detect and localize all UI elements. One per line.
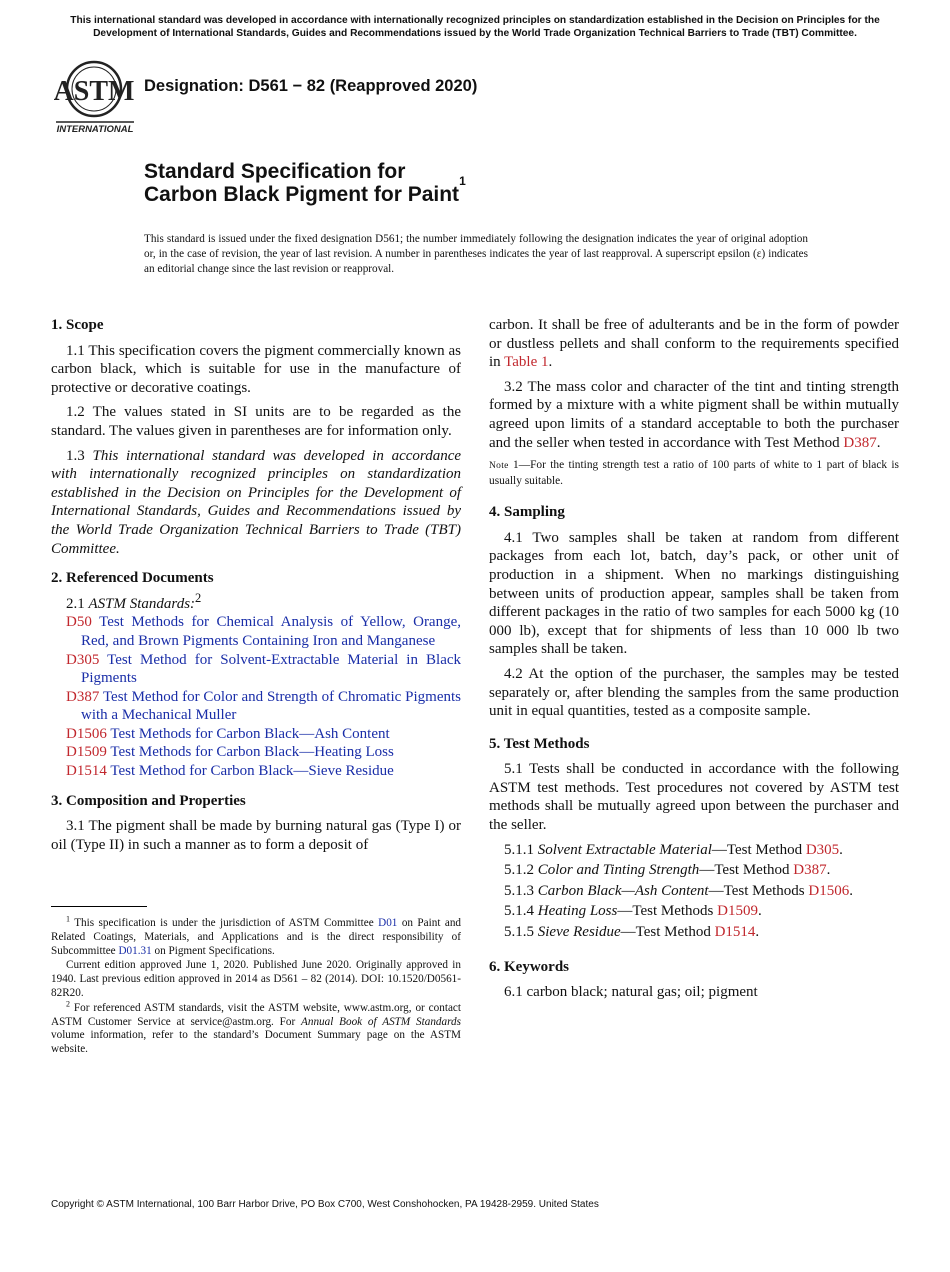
footnote-1: $^1$ This specification is under the jurisdiction of ASTM Committee D01 on Paint and Related Coatings, Materials, and Applications and is the direct responsibility of Subcommittee D01.31 on Pigment Specifications. bbox=[51, 914, 462, 957]
astm-logo-icon bbox=[54, 58, 136, 134]
scope-1-2: 1.2 The values stated in SI units are to be regarded as the standard. The values given in parentheses are for information only. bbox=[51, 404, 461, 439]
right-column bbox=[489, 316, 899, 1008]
ref-item[interactable]: D50 Test Methods for Chemical Analysis of Yellow, Orange, Red, and Brown Pigments Containing Iron and Manganese bbox=[66, 614, 461, 649]
footnote-1-edition: Current edition approved June 1, 2020. Published June 2020. Originally approved in 1940. Last previous edition approved in 2014 as D561 – 82 (2014). DOI: 10.1520/D0561-82R20. bbox=[51, 959, 461, 999]
title-line-2: Carbon Black Pigment for Paint$^1$ bbox=[144, 174, 466, 206]
ref-item[interactable]: D305 Test Method for Solvent-Extractable Material in Black Pigments bbox=[66, 651, 462, 687]
section-composition-heading: 3. Composition and Properties bbox=[51, 792, 246, 809]
link-d1509[interactable]: D1509 bbox=[717, 903, 758, 920]
testmethod-item: 5.1.5 Sieve Residue—Test Method D1514. bbox=[504, 924, 760, 941]
footnotes bbox=[51, 914, 462, 1058]
composition-3-1-cont: carbon. It shall be free of adulterants and be in the form of powder or dustless pellets and shall conform to the requirements specified in Table 1. bbox=[489, 317, 899, 371]
sampling-4-2: 4.2 At the option of the purchaser, the samples may be tested separately or, after blending the samples from the same production unit in equal quantities, tested as a composite sample. bbox=[489, 665, 899, 720]
testmethods-5-1: 5.1 Tests shall be conducted in accordance with the following ASTM test methods. Test procedures not covered by ASTM test methods shall be mutually agreed upon between the purchaser and the seller. bbox=[489, 761, 899, 834]
left-column bbox=[51, 316, 461, 860]
link-d1514[interactable]: D1514 bbox=[714, 924, 756, 941]
section-scope-heading: 1. Scope bbox=[51, 317, 104, 333]
document-title bbox=[144, 160, 466, 206]
designation: Designation: D561 − 82 (Reapproved 2020) bbox=[144, 77, 478, 95]
scope-1-1: 1.1 This specification covers the pigment commercially known as carbon black, which is suitable for use in the manufacture of protective or decorative coatings. bbox=[51, 342, 461, 396]
title-line-1: Standard Specification for bbox=[144, 160, 406, 183]
link-d387[interactable]: D387 bbox=[843, 434, 877, 451]
ref-item[interactable]: D387 Test Method for Color and Strength of Chromatic Pigments with a Mechanical Muller bbox=[66, 688, 461, 724]
testmethod-item: 5.1.1 Solvent Extractable Material—Test Method D305. bbox=[504, 841, 843, 858]
link-d01-31[interactable]: D01.31 bbox=[118, 944, 152, 957]
logo-wordmark: ASTM bbox=[54, 76, 135, 107]
scope-1-3: 1.3 This international standard was developed in accordance with internationally recognized principles on standardization established in the Decision on Principles for the Development of International Standards, Guides and Recommendations issued by the World Trade Organization Technical Barriers to Trade (TBT) Committee. bbox=[51, 447, 462, 557]
refdocs-intro: 2.1 ASTM Standards:$^2$ bbox=[66, 590, 202, 612]
link-d387[interactable]: D387 bbox=[793, 862, 827, 879]
section-sampling-heading: 4. Sampling bbox=[489, 504, 565, 521]
note-1: Note 1—For the tinting strength test a ratio of 100 parts of white to 1 part of black is usually suitable. bbox=[489, 459, 899, 488]
sampling-4-1: 4.1 Two samples shall be taken at random from different packages from each lot, batch, day’s pack, or other unit of production in a shipment. When no markings distinguishing between units of production appear, samples shall be taken from different packages in the ratio of two samples for each 5000 kg (10 000 lb), except that for shipments of less than 10 000 lb two samples shall be taken. bbox=[489, 529, 899, 658]
issued-note: This standard is issued under the fixed designation D561; the number immediately following the designation indicates the year of original adoption or, in the case of revision, the year of last revision. A number in parentheses indicates the year of last reapproval. A superscript epsilon (ε) indicates an editorial change since the last revision or reapproval. bbox=[144, 233, 808, 275]
ref-item[interactable]: D1506 Test Methods for Carbon Black—Ash Content bbox=[66, 725, 390, 742]
section-refdocs-heading: 2. Referenced Documents bbox=[51, 570, 214, 587]
keywords-6-1: 6.1 carbon black; natural gas; oil; pigment bbox=[504, 984, 758, 1001]
ref-item[interactable]: D1514 Test Method for Carbon Black—Sieve Residue bbox=[66, 763, 394, 780]
link-d1506[interactable]: D1506 bbox=[808, 882, 850, 899]
ref-item[interactable]: D1509 Test Methods for Carbon Black—Heating Loss bbox=[66, 744, 394, 761]
section-keywords-heading: 6. Keywords bbox=[489, 958, 569, 975]
composition-3-2: 3.2 The mass color and character of the tint and tinting strength formed by a mixture with a white pigment shall be within mutually agreed upon limits of a standard acceptable to both the purchaser and the seller when tested in accordance with Test Method D387. bbox=[489, 378, 899, 451]
testmethod-item: 5.1.3 Carbon Black—Ash Content—Test Methods D1506. bbox=[504, 882, 853, 899]
composition-3-1-start: 3.1 The pigment shall be made by burning natural gas (Type I) or oil (Type II) in such a manner as to form a deposit of bbox=[51, 818, 461, 853]
footnote-2: $^2$ For referenced ASTM standards, visit the ASTM website, www.astm.org, or contact ASTM Customer Service at service@astm.org. For Annual Book of ASTM Standards volume information, refer to the standard’s Document Summary page on the ASTM website. bbox=[51, 999, 461, 1056]
link-d01[interactable]: D01 bbox=[378, 917, 398, 929]
link-table-1[interactable]: Table 1 bbox=[504, 354, 549, 371]
section-testmethods-heading: 5. Test Methods bbox=[489, 735, 590, 752]
testmethod-item: 5.1.4 Heating Loss—Test Methods D1509. bbox=[504, 903, 762, 920]
footnote-rule bbox=[51, 906, 147, 907]
copyright: Copyright © ASTM International, 100 Barr Harbor Drive, PO Box C700, West Conshohocken, PA 19428-2959. United States bbox=[51, 1199, 599, 1210]
top-notice: This international standard was developed in accordance with internationally recognized principles on standardization established in the Decision on Principles for the Development of International Standards, Guides and Recommendations issued by the World Trade Organization Technical Barriers to Trade (TBT) Committee. bbox=[70, 15, 880, 39]
link-d305[interactable]: D305 bbox=[805, 841, 840, 858]
logo-subtext: INTERNATIONAL bbox=[56, 124, 134, 134]
testmethod-item: 5.1.2 Color and Tinting Strength—Test Method D387. bbox=[504, 862, 831, 879]
